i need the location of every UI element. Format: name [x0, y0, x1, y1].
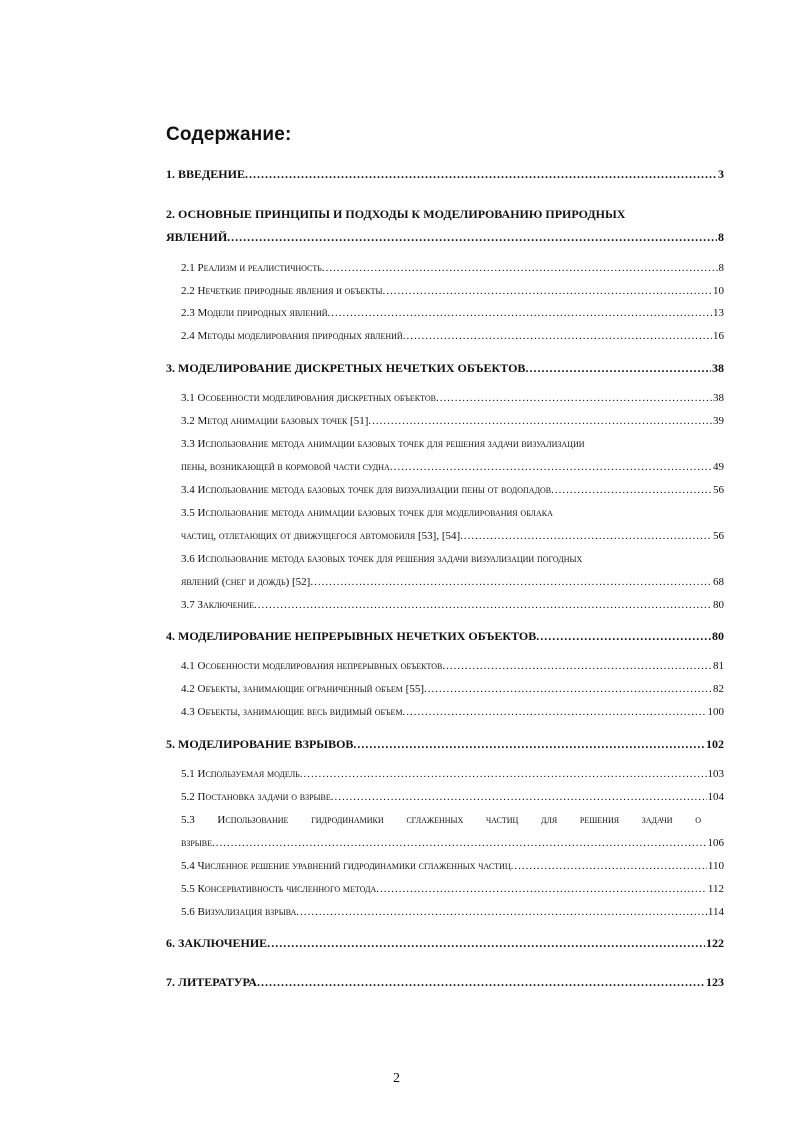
toc-dot-leader [403, 330, 712, 342]
toc-entry-page: 81 [713, 660, 724, 672]
toc-entry-title: 5.1 Используемая модель [181, 768, 300, 780]
toc-entry-5-3-line1 [181, 814, 701, 826]
toc-entry-3-3 [181, 461, 724, 473]
toc-dot-leader [331, 791, 707, 803]
toc-entry-2-1 [181, 262, 724, 274]
toc-entry-page: 16 [713, 330, 724, 342]
toc-word: сглаженных [406, 814, 464, 826]
toc-entry-title: взрыве [181, 837, 212, 849]
toc-entry-page: 8 [718, 230, 724, 244]
toc-dot-leader [257, 975, 705, 990]
toc-entry-5-4 [181, 860, 724, 872]
toc-entry-2-2 [181, 285, 724, 297]
toc-entry-title: 7. ЛИТЕРАТУРА [166, 975, 257, 989]
toc-entry-page: 114 [707, 906, 724, 918]
toc-word: Использование [217, 814, 289, 826]
toc-entry-title: 4.2 Объекты, занимающие ограниченный объем [55] [181, 683, 425, 695]
toc-word: для [540, 814, 558, 826]
toc-dot-leader [376, 883, 707, 895]
toc-entry-3-6-line1: 3.6 Использование метода базовых точек для решения задачи визуализации погодных [181, 553, 583, 565]
toc-word: задачи [641, 814, 673, 826]
page-title: Содержание: [166, 124, 292, 145]
toc-entry-title: 3.1 Особенности моделирования дискретных объектов [181, 392, 436, 404]
toc-dot-leader [551, 484, 712, 496]
toc-entry-page: 56 [713, 484, 724, 496]
toc-entry-page: 56 [713, 530, 724, 542]
toc-dot-leader [310, 576, 712, 588]
toc-entry-5-5 [181, 883, 724, 895]
toc-entry-title: ЯВЛЕНИЙ [166, 230, 228, 244]
toc-dot-leader [460, 530, 712, 542]
toc-word: частиц [485, 814, 519, 826]
toc-dot-leader [254, 599, 712, 611]
toc-dot-leader [403, 706, 707, 718]
toc-entry-5-2 [181, 791, 724, 803]
toc-dot-leader [267, 936, 705, 951]
toc-entry-3-5 [181, 530, 724, 542]
toc-entry-title: 3.2 Метод анимации базовых точек [51] [181, 415, 369, 427]
toc-entry-5-3 [181, 837, 724, 849]
toc-entry-page: 110 [707, 860, 724, 872]
toc-dot-leader [442, 660, 712, 672]
toc-entry-title: 2.2 Нечеткие природные явления и объекты [181, 285, 383, 297]
toc-entry-3-2 [181, 415, 724, 427]
toc-dot-leader [245, 167, 717, 182]
toc-entry-2-3 [181, 307, 724, 319]
toc-dot-leader [227, 230, 717, 245]
toc-entry-4-2 [181, 683, 724, 695]
toc-entry-title: пены, возникающей в кормовой части судна [181, 461, 390, 473]
toc-entry-title: 5.4 Численное решение уравнений гидродинамики сглаженных частиц [181, 860, 511, 872]
toc-dot-leader [328, 307, 712, 319]
toc-word: гидродинамики [311, 814, 384, 826]
toc-entry-page: 100 [707, 706, 724, 718]
toc-entry-3-4 [181, 484, 724, 496]
toc-entry-page: 38 [713, 392, 724, 404]
toc-entry-4 [166, 629, 724, 644]
toc-entry-1 [166, 167, 724, 182]
toc-entry-3 [166, 361, 724, 376]
toc-entry-2 [166, 230, 724, 245]
toc-entry-title: 4. МОДЕЛИРОВАНИЕ НЕПРЕРЫВНЫХ НЕЧЕТКИХ ОБЪЕКТОВ [166, 629, 537, 643]
toc-entry-title: 4.1 Особенности моделирования непрерывных объектов [181, 660, 443, 672]
toc-entry-title: явлений (снег и дождь) [52] [181, 576, 311, 588]
toc-entry-4-1 [181, 660, 724, 672]
toc-entry-page: 8 [718, 262, 724, 274]
toc-dot-leader [300, 768, 707, 780]
toc-dot-leader [511, 860, 707, 872]
toc-entry-4-3 [181, 706, 724, 718]
toc-entry-page: 80 [712, 629, 724, 643]
toc-dot-leader [322, 262, 718, 274]
toc-entry-page: 10 [713, 285, 724, 297]
toc-dot-leader [382, 285, 712, 297]
toc-dot-leader [212, 837, 707, 849]
toc-entry-title: 4.3 Объекты, занимающие весь видимый объем [181, 706, 403, 718]
toc-entry-page: 39 [713, 415, 724, 427]
toc-dot-leader [436, 392, 712, 404]
toc-entry-page: 82 [713, 683, 724, 695]
toc-entry-title: 5.6 Визуализация взрыва [181, 906, 297, 918]
toc-entry-5 [166, 737, 724, 752]
toc-dot-leader [390, 461, 712, 473]
toc-entry-page: 103 [707, 768, 724, 780]
toc-entry-7 [166, 975, 724, 990]
toc-entry-page: 123 [706, 975, 724, 989]
toc-entry-page: 38 [712, 361, 724, 375]
toc-entry-2-4 [181, 330, 724, 342]
toc-word: решения [579, 814, 620, 826]
toc-entry-3-7 [181, 599, 724, 611]
toc-entry-3-5-line1: 3.5 Использование метода анимации базовых точек для моделирования облака [181, 507, 553, 519]
toc-entry-6 [166, 936, 724, 951]
toc-dot-leader [536, 629, 711, 644]
toc-dot-leader [368, 415, 712, 427]
toc-entry-title: частиц, отлетающих от движущегося автомобиля [53], [54] [181, 530, 461, 542]
toc-entry-title: 1. ВВЕДЕНИЕ [166, 167, 245, 181]
toc-entry-page: 102 [706, 737, 724, 751]
toc-entry-3-1 [181, 392, 724, 404]
toc-word: о [695, 814, 701, 826]
page-number: 2 [393, 1071, 400, 1086]
toc-entry-page: 122 [706, 936, 724, 950]
toc-entry-page: 112 [707, 883, 724, 895]
toc-entry-title: 2.3 Модели природных явлений [181, 307, 328, 319]
toc-dot-leader [296, 906, 707, 918]
toc-entry-title: 3.7 Заключение [181, 599, 254, 611]
toc-entry-page: 3 [718, 167, 724, 181]
toc-entry-title: 5. МОДЕЛИРОВАНИЕ ВЗРЫВОВ [166, 737, 354, 751]
toc-entry-5-6 [181, 906, 724, 918]
toc-entry-3-6 [181, 576, 724, 588]
toc-entry-title: 5.2 Постановка задачи о взрыве [181, 791, 331, 803]
toc-entry-page: 49 [713, 461, 724, 473]
toc-entry-title: 3.4 Использование метода базовых точек для визуализации пены от водопадов [181, 484, 552, 496]
toc-entry-5-1 [181, 768, 724, 780]
toc-word: 5.3 [181, 814, 195, 826]
toc-entry-page: 13 [713, 307, 724, 319]
toc-entry-page: 80 [713, 599, 724, 611]
toc-entry-2-line1: 2. ОСНОВНЫЕ ПРИНЦИПЫ И ПОДХОДЫ К МОДЕЛИРОВАНИЮ ПРИРОДНЫХ [166, 207, 626, 221]
toc-entry-title: 3. МОДЕЛИРОВАНИЕ ДИСКРЕТНЫХ НЕЧЕТКИХ ОБЪЕКТОВ [166, 361, 526, 375]
toc-entry-title: 2.1 Реализм и реалистичность [181, 262, 322, 274]
toc-entry-page: 68 [713, 576, 724, 588]
toc-dot-leader [353, 737, 705, 752]
toc-entry-title: 2.4 Методы моделирования природных явлений [181, 330, 403, 342]
toc-dot-leader [525, 361, 711, 376]
toc-entry-title: 6. ЗАКЛЮЧЕНИЕ [166, 936, 268, 950]
toc-dot-leader [424, 683, 712, 695]
toc-entry-3-3-line1: 3.3 Использование метода анимации базовых точек для решения задачи визуализации [181, 438, 585, 450]
toc-entry-page: 106 [707, 837, 724, 849]
toc-entry-title: 5.5 Консервативность численного метода [181, 883, 377, 895]
toc-entry-page: 104 [707, 791, 724, 803]
